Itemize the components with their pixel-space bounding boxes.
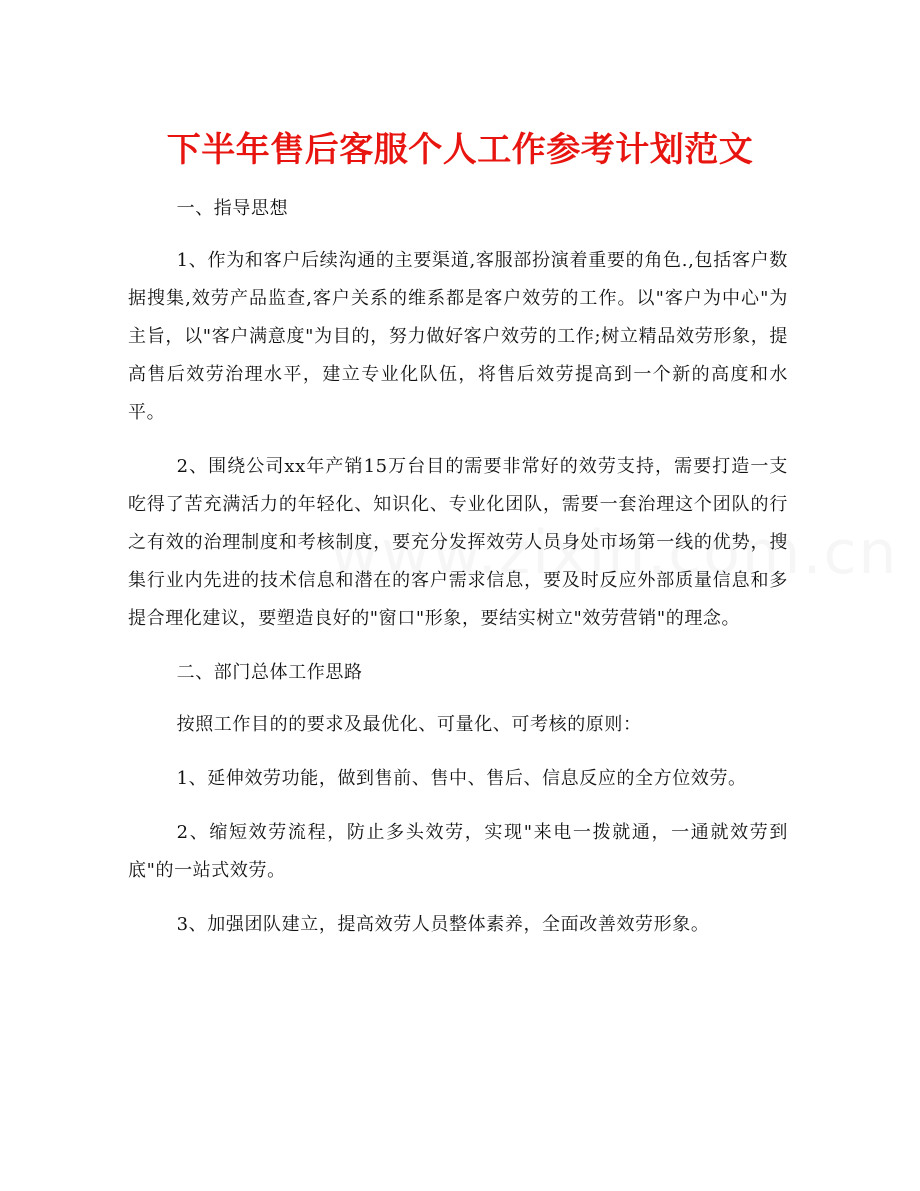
paragraph-principles: 按照工作目的的要求及最优化、可量化、可考核的原则： <box>176 714 642 735</box>
section-heading-overall-approach: 二、部门总体工作思路 <box>176 662 363 683</box>
section-heading-guiding-ideology: 一、指导思想 <box>176 198 289 219</box>
document-title: 下半年售后客服个人工作参考计划范文 <box>166 130 754 170</box>
list-item-3: 3、加强团队建立，提高效劳人员整体素养，全面改善效劳形象。 <box>176 914 710 935</box>
list-item-2: 2、缩短效劳流程，防止多头效劳，实现"来电一拨就通，一通就效劳到底"的一站式效劳。 <box>128 822 788 881</box>
paragraph-1: 1、作为和客户后续沟通的主要渠道,客服部扮演着重要的角色.,包括客户数据搜集,效劳产品监查,客户关系的维系都是客户效劳的工作。以"客户为中心"为主旨，以"客户满意度"为目的，努力做好客户效劳的工作;树立精品效劳形象，提高售后效劳治理水平，建立专业化队伍，将售后效劳提高到一个新的高度和水平。 <box>128 250 788 423</box>
list-item-1: 1、延伸效劳功能，做到售前、售中、售后、信息反应的全方位效劳。 <box>176 768 747 789</box>
paragraph-2: 2、围绕公司xx年产销15万台目的需要非常好的效劳支持，需要打造一支吃得了苦充满活力的年轻化、知识化、专业化团队，需要一套治理这个团队的行之有效的治理制度和考核制度，要充分发挥效劳人员身处市场第一线的优势，搜集行业内先进的技术信息和潜在的客户需求信息，要及时反应外部质量信息和多提合理化建议，要塑造良好的"窗口"形象，要结实树立"效劳营销"的理念。 <box>128 456 788 629</box>
